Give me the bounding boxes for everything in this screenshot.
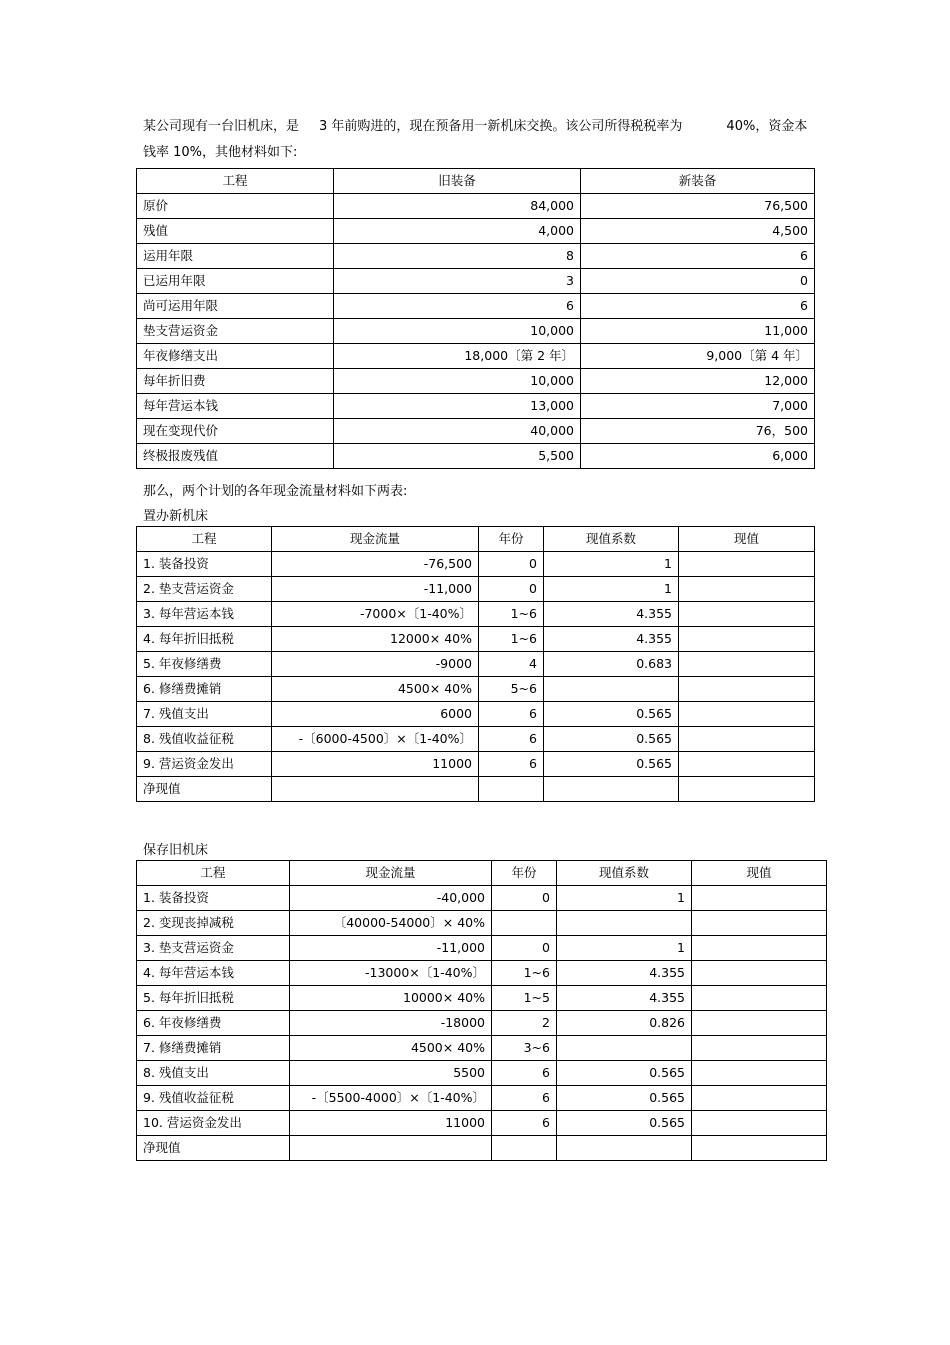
value-cell: -〔6000-4500〕×〔1-40%〕	[272, 727, 479, 752]
table-row	[137, 936, 827, 961]
value-cell	[692, 1111, 827, 1136]
caption-new-machine: 置办新机床	[143, 509, 209, 524]
row-label-cell: 2. 垫支营运资金	[137, 577, 272, 602]
value-cell	[692, 1136, 827, 1161]
value-cell: 6000	[272, 702, 479, 727]
value-cell	[679, 602, 815, 627]
value-cell: 7,000	[581, 394, 815, 419]
value-cell: 6	[581, 294, 815, 319]
table-row	[137, 1136, 827, 1161]
column-header: 年份	[479, 527, 544, 552]
value-cell: 84,000	[334, 194, 581, 219]
row-label-cell: 尚可运用年限	[137, 294, 334, 319]
row-label-cell: 1. 装备投资	[137, 886, 290, 911]
value-cell: 0.565	[557, 1086, 692, 1111]
table-row	[137, 652, 815, 677]
value-cell	[272, 777, 479, 802]
value-cell: 4	[479, 652, 544, 677]
table-row	[137, 961, 827, 986]
value-cell	[290, 1136, 492, 1161]
value-cell: 12000× 40%	[272, 627, 479, 652]
value-cell: 6	[492, 1086, 557, 1111]
value-cell: 10,000	[334, 319, 581, 344]
column-header: 现金流量	[272, 527, 479, 552]
value-cell: 40,000	[334, 419, 581, 444]
value-cell: -40,000	[290, 886, 492, 911]
column-header: 工程	[137, 527, 272, 552]
row-label-cell: 5. 年夜修缮费	[137, 652, 272, 677]
value-cell	[692, 1036, 827, 1061]
value-cell: 4500× 40%	[290, 1036, 492, 1061]
value-cell: 1	[544, 577, 679, 602]
value-cell	[679, 727, 815, 752]
table-row	[137, 194, 815, 219]
value-cell	[679, 702, 815, 727]
row-label-cell: 3. 垫支营运资金	[137, 936, 290, 961]
table-row	[137, 1036, 827, 1061]
row-label-cell: 每年折旧费	[137, 369, 334, 394]
value-cell: 11000	[272, 752, 479, 777]
value-cell: 10000× 40%	[290, 986, 492, 1011]
value-cell	[692, 961, 827, 986]
intro-text-b: 3 年前购进的，现在预备用一新机床交换。该公司所得税税率为	[319, 119, 683, 134]
value-cell	[557, 911, 692, 936]
table-header-row	[137, 861, 827, 886]
row-label-cell: 4. 每年营运本钱	[137, 961, 290, 986]
row-label-cell: 年夜修缮支出	[137, 344, 334, 369]
value-cell	[544, 777, 679, 802]
value-cell: -7000×〔1-40%〕	[272, 602, 479, 627]
table-header-row	[137, 527, 815, 552]
value-cell: 1	[557, 936, 692, 961]
column-header: 现值	[692, 861, 827, 886]
value-cell: 1~6	[479, 602, 544, 627]
value-cell	[692, 1011, 827, 1036]
row-label-cell: 4. 每年折旧抵税	[137, 627, 272, 652]
column-header: 工程	[137, 169, 334, 194]
value-cell	[679, 777, 815, 802]
value-cell: 0.826	[557, 1011, 692, 1036]
table-row	[137, 1061, 827, 1086]
row-label-cell: 运用年限	[137, 244, 334, 269]
value-cell: 1	[557, 886, 692, 911]
value-cell: 0	[492, 886, 557, 911]
value-cell: -13000×〔1-40%〕	[290, 961, 492, 986]
row-label-cell: 净现值	[137, 777, 272, 802]
value-cell: 2	[492, 1011, 557, 1036]
value-cell: 0.565	[544, 752, 679, 777]
value-cell	[557, 1036, 692, 1061]
value-cell: 4.355	[544, 627, 679, 652]
value-cell	[557, 1136, 692, 1161]
row-label-cell: 残值	[137, 219, 334, 244]
value-cell: 6	[334, 294, 581, 319]
row-label-cell: 8. 残值支出	[137, 1061, 290, 1086]
value-cell	[692, 986, 827, 1011]
value-cell: 4.355	[557, 986, 692, 1011]
table-row	[137, 702, 815, 727]
row-label-cell: 终极报废残值	[137, 444, 334, 469]
value-cell: 1~6	[492, 961, 557, 986]
value-cell: -11,000	[272, 577, 479, 602]
value-cell: 4500× 40%	[272, 677, 479, 702]
intro-text-a: 某公司现有一台旧机床，是	[143, 119, 300, 134]
row-label-cell: 7. 残值支出	[137, 702, 272, 727]
caption-old-machine: 保存旧机床	[143, 843, 209, 858]
value-cell: 4,500	[581, 219, 815, 244]
value-cell: -〔5500-4000〕×〔1-40%〕	[290, 1086, 492, 1111]
value-cell: 12,000	[581, 369, 815, 394]
table-row	[137, 602, 815, 627]
row-label-cell: 9. 残值收益征税	[137, 1086, 290, 1111]
table-row	[137, 911, 827, 936]
value-cell	[492, 1136, 557, 1161]
value-cell	[479, 777, 544, 802]
value-cell: 5,500	[334, 444, 581, 469]
value-cell: 〔40000-54000〕× 40%	[290, 911, 492, 936]
value-cell: 5~6	[479, 677, 544, 702]
column-header: 旧装备	[334, 169, 581, 194]
value-cell: 0.565	[557, 1061, 692, 1086]
value-cell: 9,000〔第 4 年〕	[581, 344, 815, 369]
value-cell	[679, 677, 815, 702]
intro-line-2: 钱率 10%，其他材料如下:	[143, 145, 298, 160]
column-header: 现金流量	[290, 861, 492, 886]
value-cell: 13,000	[334, 394, 581, 419]
column-header: 年份	[492, 861, 557, 886]
row-label-cell: 垫支营运资金	[137, 319, 334, 344]
table-row	[137, 244, 815, 269]
table-row	[137, 394, 815, 419]
value-cell: 76，500	[581, 419, 815, 444]
value-cell: 11000	[290, 1111, 492, 1136]
table-row	[137, 219, 815, 244]
table-row	[137, 344, 815, 369]
intro-text-c: 40%，资金本	[726, 119, 808, 134]
new-machine-cashflow-table	[136, 526, 815, 802]
value-cell	[692, 911, 827, 936]
value-cell: 1~5	[492, 986, 557, 1011]
column-header: 现值系数	[544, 527, 679, 552]
value-cell: 4,000	[334, 219, 581, 244]
value-cell: 0	[479, 577, 544, 602]
equipment-comparison-table	[136, 168, 815, 469]
value-cell: -18000	[290, 1011, 492, 1036]
table-row	[137, 419, 815, 444]
value-cell: 0.683	[544, 652, 679, 677]
value-cell: -76,500	[272, 552, 479, 577]
value-cell: 6	[581, 244, 815, 269]
column-header: 工程	[137, 861, 290, 886]
value-cell	[492, 911, 557, 936]
value-cell	[679, 652, 815, 677]
column-header: 现值	[679, 527, 815, 552]
value-cell: 3	[334, 269, 581, 294]
value-cell	[692, 1086, 827, 1111]
row-label-cell: 已运用年限	[137, 269, 334, 294]
table-row	[137, 444, 815, 469]
value-cell: 0.565	[544, 702, 679, 727]
value-cell	[679, 752, 815, 777]
row-label-cell: 每年营运本钱	[137, 394, 334, 419]
value-cell	[692, 886, 827, 911]
table-row	[137, 886, 827, 911]
row-label-cell: 现在变现代价	[137, 419, 334, 444]
value-cell: 4.355	[544, 602, 679, 627]
value-cell: 1~6	[479, 627, 544, 652]
value-cell: 11,000	[581, 319, 815, 344]
row-label-cell: 10. 营运资金发出	[137, 1111, 290, 1136]
value-cell: 8	[334, 244, 581, 269]
row-label-cell: 原价	[137, 194, 334, 219]
value-cell: 0	[479, 552, 544, 577]
table-row	[137, 727, 815, 752]
table-row	[137, 369, 815, 394]
table-row	[137, 577, 815, 602]
row-label-cell: 9. 营运资金发出	[137, 752, 272, 777]
value-cell: 6	[479, 752, 544, 777]
value-cell: 6	[479, 727, 544, 752]
intro-line-1	[143, 114, 823, 140]
value-cell: 18,000〔第 2 年〕	[334, 344, 581, 369]
value-cell: 10,000	[334, 369, 581, 394]
value-cell: -9000	[272, 652, 479, 677]
value-cell: 1	[544, 552, 679, 577]
value-cell: 6,000	[581, 444, 815, 469]
table-row	[137, 319, 815, 344]
value-cell: 76,500	[581, 194, 815, 219]
value-cell	[679, 627, 815, 652]
value-cell	[544, 677, 679, 702]
value-cell: 0.565	[557, 1111, 692, 1136]
value-cell: 6	[479, 702, 544, 727]
value-cell: 6	[492, 1061, 557, 1086]
value-cell: 0.565	[544, 727, 679, 752]
value-cell	[679, 577, 815, 602]
value-cell: 5500	[290, 1061, 492, 1086]
value-cell: 6	[492, 1111, 557, 1136]
value-cell	[692, 936, 827, 961]
table-row	[137, 294, 815, 319]
value-cell: 4.355	[557, 961, 692, 986]
old-machine-cashflow-table	[136, 860, 827, 1161]
row-label-cell: 2. 变现丧掉减税	[137, 911, 290, 936]
row-label-cell: 8. 残值收益征税	[137, 727, 272, 752]
value-cell	[692, 1061, 827, 1086]
value-cell: -11,000	[290, 936, 492, 961]
table-header-row	[137, 169, 815, 194]
table-row	[137, 1011, 827, 1036]
table-row	[137, 269, 815, 294]
table-row	[137, 552, 815, 577]
column-header: 现值系数	[557, 861, 692, 886]
value-cell: 0	[492, 936, 557, 961]
row-label-cell: 净现值	[137, 1136, 290, 1161]
table-row	[137, 777, 815, 802]
table-row	[137, 677, 815, 702]
value-cell: 0	[581, 269, 815, 294]
column-header: 新装备	[581, 169, 815, 194]
row-label-cell: 7. 修缮费摊销	[137, 1036, 290, 1061]
row-label-cell: 1. 装备投资	[137, 552, 272, 577]
table-row	[137, 986, 827, 1011]
row-label-cell: 5. 每年折旧抵税	[137, 986, 290, 1011]
row-label-cell: 3. 每年营运本钱	[137, 602, 272, 627]
value-cell	[679, 552, 815, 577]
text-then: 那么，两个计划的各年现金流量材料如下两表:	[143, 484, 408, 499]
row-label-cell: 6. 年夜修缮费	[137, 1011, 290, 1036]
table-row	[137, 1111, 827, 1136]
table-row	[137, 627, 815, 652]
table-row	[137, 1086, 827, 1111]
row-label-cell: 6. 修缮费摊销	[137, 677, 272, 702]
value-cell: 3~6	[492, 1036, 557, 1061]
table-row	[137, 752, 815, 777]
